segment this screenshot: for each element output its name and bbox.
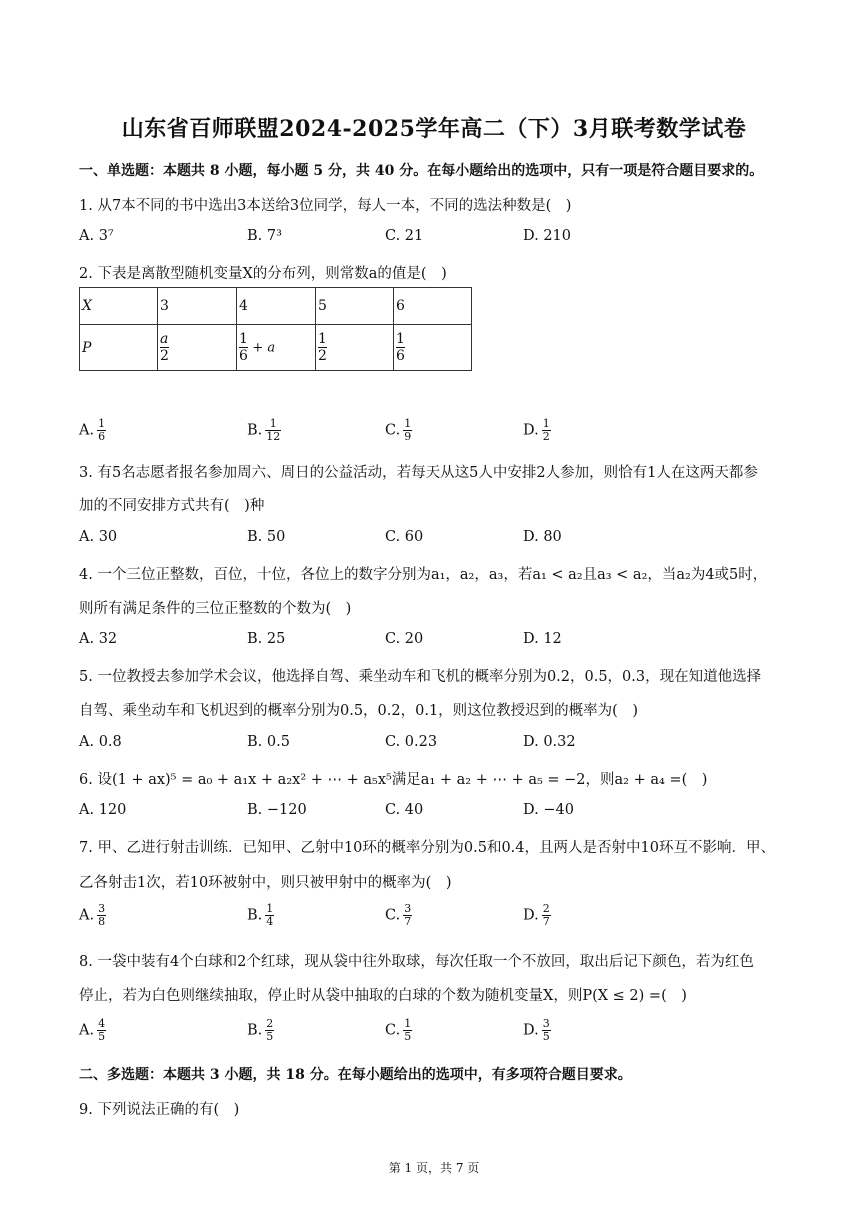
q6-option-c: C. 40 [385, 802, 424, 818]
table-cell-header-p: P [80, 325, 158, 371]
q4-option-b: B. 25 [247, 631, 286, 647]
question-8-stem-line1: 8. 一袋中装有4个白球和2个红球，现从袋中往外取球，每次任取一个不放回，取出后记下颜色，若为红色 [79, 954, 754, 970]
distribution-table [79, 287, 472, 371]
question-2-stem: 2. 下表是离散型随机变量X的分布列，则常数a的值是( ) [79, 266, 447, 282]
question-6-stem: 6. 设(1 + ax)⁵ = a₀ + a₁x + a₂x² + ⋯ + a₅x⁵满足a₁ + a₂ + ⋯ + a₅ = −2，则a₂ + a₄ =( ) [79, 772, 708, 788]
page-title: 山东省百师联盟2024-2025学年高二（下）3月联考数学试卷 [121, 116, 747, 142]
fraction: $\frac{a}{2}$ [160, 331, 169, 364]
q2-option-c: C. $\frac{1}{9}$ [385, 417, 412, 443]
question-5-stem-line1: 5. 一位教授去参加学术会议，他选择自驾、乘坐动车和飞机的概率分别为0.2，0.5，0.3，现在知道他选择 [79, 669, 762, 685]
table-cell [316, 325, 394, 371]
q5-option-a: A. 0.8 [79, 734, 122, 750]
table-cell-header-x: X [80, 288, 158, 325]
question-5-stem-line2: 自驾、乘坐动车和飞机迟到的概率分别为0.5，0.2，0.1，则这位教授迟到的概率为( ) [79, 703, 638, 719]
q3-option-b: B. 50 [247, 529, 286, 545]
table-cell [158, 325, 237, 371]
q1-option-d: D. 210 [523, 228, 572, 244]
q7-option-c: C. $\frac{3}{7}$ [385, 902, 412, 928]
table-row-p [80, 325, 472, 371]
table-cell: 6 [394, 288, 472, 325]
q8-option-a: A. $\frac{4}{5}$ [79, 1017, 106, 1043]
q2-option-a: A. $\frac{1}{6}$ [79, 417, 106, 443]
q3-option-a: A. 30 [79, 529, 118, 545]
question-4-stem-line2: 则所有满足条件的三位正整数的个数为( ) [79, 601, 352, 617]
q5-option-d: D. 0.32 [523, 734, 576, 750]
q5-option-c: C. 0.23 [385, 734, 438, 750]
q2-option-b: B. $\frac{1}{12}$ [247, 417, 281, 443]
q7-option-a: A. $\frac{3}{8}$ [79, 902, 106, 928]
q8-option-d: D. $\frac{3}{5}$ [523, 1017, 550, 1043]
q7-option-d: D. $\frac{2}{7}$ [523, 902, 550, 928]
table-cell [394, 325, 472, 371]
page-footer: 第 1 页，共 7 页 [388, 1161, 480, 1175]
table-row-x [80, 288, 472, 325]
q2-option-d: D. $\frac{1}{2}$ [523, 417, 550, 443]
question-9-stem: 9. 下列说法正确的有( ) [79, 1102, 240, 1118]
q5-option-b: B. 0.5 [247, 734, 290, 750]
q7-option-b: B. $\frac{1}{4}$ [247, 902, 274, 928]
question-1-stem: 1. 从7本不同的书中选出3本送给3位同学，每人一本，不同的选法种数是( ) [79, 198, 572, 214]
q4-option-d: D. 12 [523, 631, 562, 647]
fraction: $\frac{1}{2}$ [318, 331, 327, 364]
q4-option-a: A. 32 [79, 631, 118, 647]
fraction: $\frac{1}{6}$ [396, 331, 405, 364]
question-7-stem-line1: 7. 甲、乙进行射击训练．已知甲、乙射中10环的概率分别为0.5和0.4，且两人是否射中10环互不影响．甲、 [79, 840, 775, 856]
q1-option-c: C. 21 [385, 228, 424, 244]
q6-option-a: A. 120 [79, 802, 127, 818]
q1-option-b: B. 7³ [247, 228, 282, 244]
q3-option-d: D. 80 [523, 529, 562, 545]
table-cell: 4 [237, 288, 316, 325]
q4-option-c: C. 20 [385, 631, 424, 647]
question-4-stem-line1: 4. 一个三位正整数，百位，十位，各位上的数字分别为a₁，a₂，a₃，若a₁ < a₂且a₃ < a₂，当a₂为4或5时， [79, 567, 768, 583]
q8-option-c: C. $\frac{1}{5}$ [385, 1017, 412, 1043]
q6-option-b: B. −120 [247, 802, 307, 818]
table-cell: 5 [316, 288, 394, 325]
question-8-stem-line2: 停止，若为白色则继续抽取，停止时从袋中抽取的白球的个数为随机变量X，则P(X ≤ 2) =( ) [79, 988, 687, 1004]
table-cell: 3 [158, 288, 237, 325]
question-7-stem-line2: 乙各射击1次，若10环被射中，则只被甲射中的概率为( ) [79, 875, 452, 891]
q8-option-b: B. $\frac{2}{5}$ [247, 1017, 274, 1043]
q1-option-a: A. 3⁷ [79, 228, 114, 244]
q6-option-d: D. −40 [523, 802, 574, 818]
q3-option-c: C. 60 [385, 529, 424, 545]
table-cell [237, 325, 316, 371]
question-3-stem-line2: 加的不同安排方式共有( )种 [79, 498, 265, 514]
section-heading-multi-choice: 二、多选题：本题共 3 小题，共 18 分。在每小题给出的选项中，有多项符合题目要求。 [79, 1067, 632, 1083]
question-3-stem-line1: 3. 有5名志愿者报名参加周六、周日的公益活动，若每天从这5人中安排2人参加，则恰有1人在这两天都参 [79, 465, 758, 481]
fraction-suffix: + a [252, 340, 276, 356]
section-heading-single-choice: 一、单选题：本题共 8 小题，每小题 5 分，共 40 分。在每小题给出的选项中，只有一项是符合题目要求的。 [79, 163, 764, 179]
fraction: $\frac{1}{6}$ [239, 331, 248, 364]
